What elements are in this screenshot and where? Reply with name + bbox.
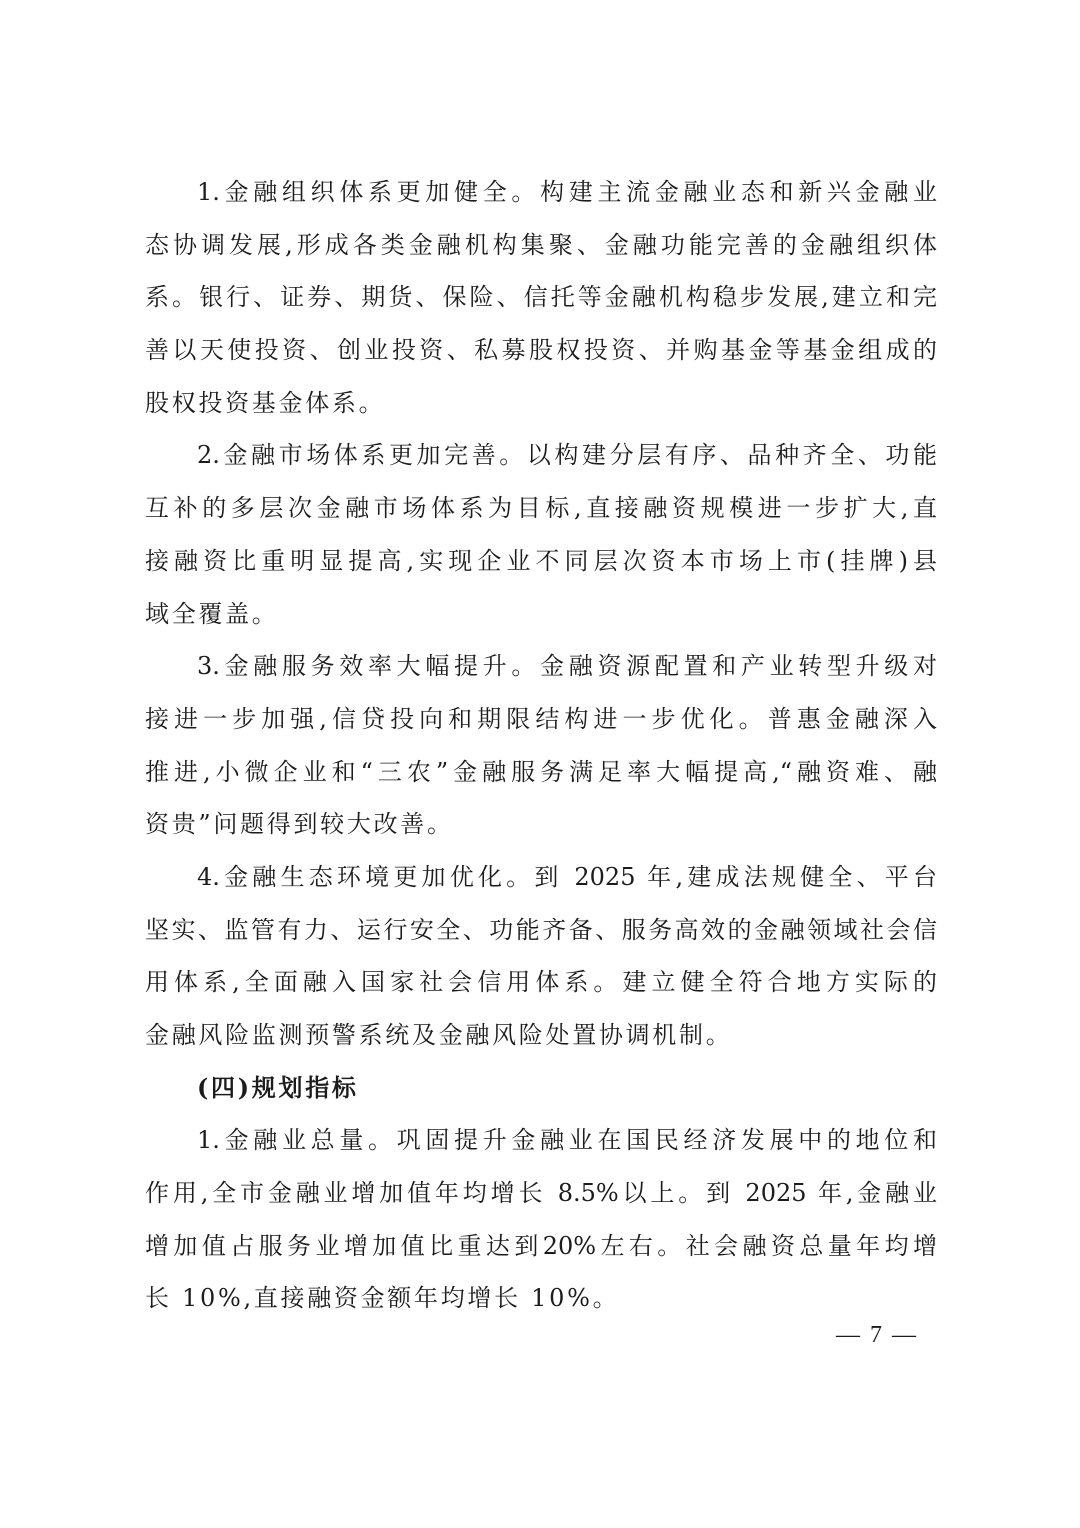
paragraph-line: 接进一步加强,信贷投向和期限结构进一步优化。普惠金融深入 bbox=[145, 704, 937, 733]
paragraph-line: 推进,小微企业和“三农”金融服务满足率大幅提高,“融资难、融 bbox=[145, 757, 937, 786]
paragraph-line: 用体系,全面融入国家社会信用体系。建立健全符合地方实际的 bbox=[145, 968, 937, 997]
document-body bbox=[145, 166, 937, 1325]
paragraph-line: 增加值占服务业增加值比重达到20%左右。社会融资总量年均增 bbox=[145, 1231, 937, 1260]
paragraph-line: 2.金融市场体系更加完善。以构建分层有序、品种齐全、功能 bbox=[197, 441, 937, 470]
paragraph-line: 态协调发展,形成各类金融机构集聚、金融功能完善的金融组织体 bbox=[145, 230, 937, 259]
paragraph-line: 善以天使投资、创业投资、私募股权投资、并购基金等基金组成的 bbox=[145, 336, 937, 365]
paragraph-line: 3.金融服务效率大幅提升。金融资源配置和产业转型升级对 bbox=[197, 652, 937, 681]
paragraph-line: 系。银行、证券、期货、保险、信托等金融机构稳步发展,建立和完 bbox=[145, 283, 937, 312]
paragraph-line: 资贵”问题得到较大改善。 bbox=[145, 810, 454, 839]
paragraph-line: 接融资比重明显提高,实现企业不同层次资本市场上市(挂牌)县 bbox=[145, 546, 937, 575]
paragraph-line: 4.金融生态环境更加优化。到 2025 年,建成法规健全、平台 bbox=[197, 862, 937, 891]
paragraph-line: 互补的多层次金融市场体系为目标,直接融资规模进一步扩大,直 bbox=[145, 494, 937, 523]
paragraph-line: 域全覆盖。 bbox=[145, 599, 279, 628]
paragraph-line: 金融风险监测预警系统及金融风险处置协调机制。 bbox=[145, 1021, 733, 1049]
paragraph-line: 股权投资基金体系。 bbox=[145, 388, 386, 417]
paragraph-line: 作用,全市金融业增加值年均增长 8.5%以上。到 2025 年,金融业 bbox=[145, 1179, 937, 1208]
paragraph-line: 1.金融组织体系更加健全。构建主流金融业态和新兴金融业 bbox=[197, 178, 937, 206]
paragraph-line: 1.金融业总量。巩固提升金融业在国民经济发展中的地位和 bbox=[197, 1126, 937, 1155]
page-number: — 7 — bbox=[836, 1322, 918, 1348]
section-heading: (四)规划指标 bbox=[197, 1072, 359, 1102]
paragraph-line: 长 10%,直接融资金额年均增长 10%。 bbox=[145, 1284, 620, 1313]
paragraph-line: 坚实、监管有力、运行安全、功能齐备、服务高效的金融领域社会信 bbox=[145, 915, 937, 944]
